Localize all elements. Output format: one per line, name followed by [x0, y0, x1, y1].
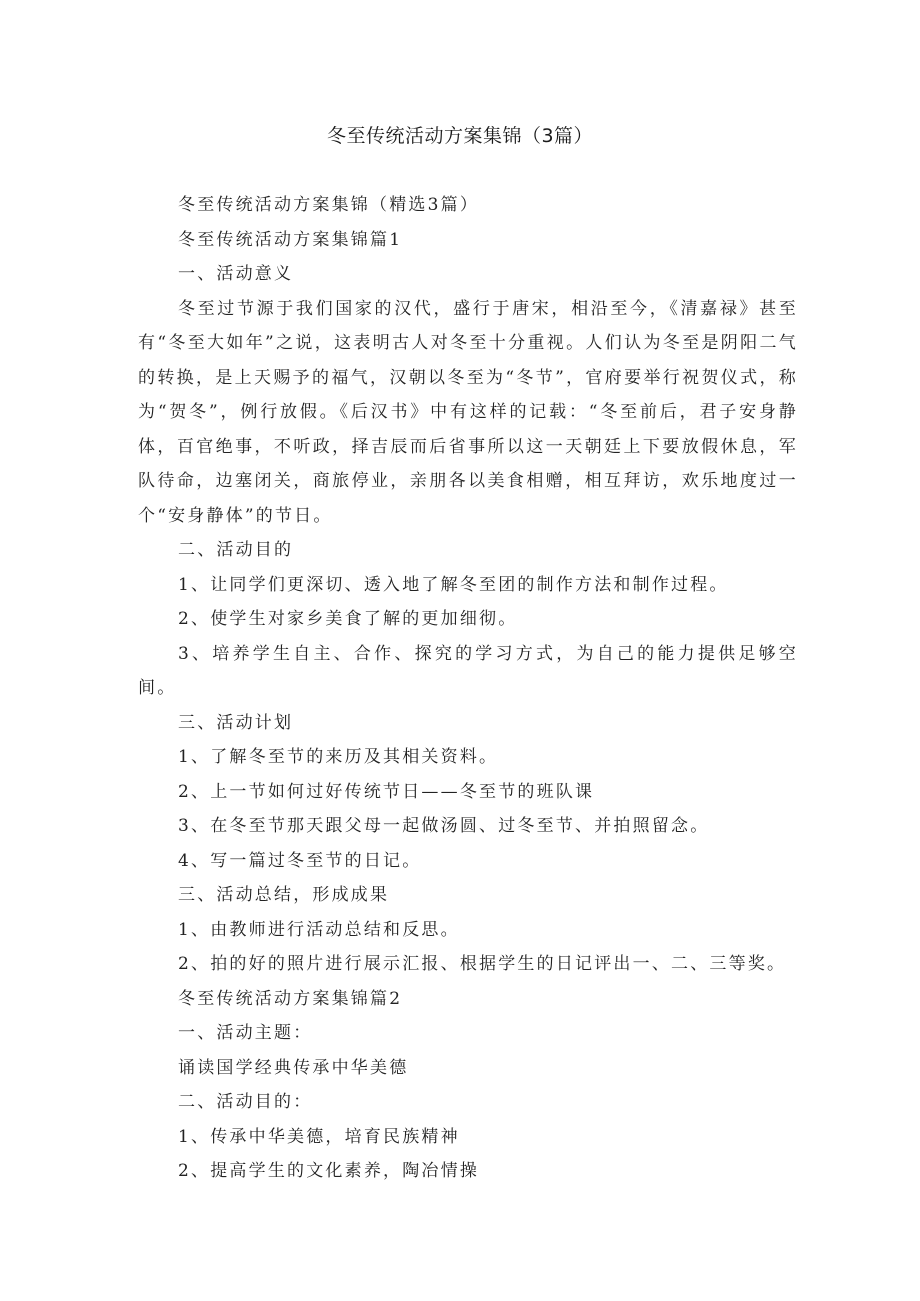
paragraph-heading: 三、活动计划 — [178, 712, 294, 733]
document-title: 冬至传统活动方案集锦（3篇） — [326, 125, 594, 147]
paragraph-list-item: 1、由教师进行活动总结和反思。 — [178, 919, 460, 940]
paragraph-subtitle: 冬至传统活动方案集锦（精选3篇） — [178, 195, 480, 215]
document-body — [138, 188, 798, 1189]
paragraph-list-item: 4、写一篇过冬至节的日记。 — [178, 850, 422, 871]
paragraph-section-heading: 冬至传统活动方案集锦篇1 — [178, 229, 403, 250]
paragraph-heading: 一、活动主题： — [178, 1023, 313, 1043]
paragraph-body: 诵读国学经典传承中华美德 — [178, 1057, 409, 1078]
paragraph-list-item: 2、上一节如何过好传统节日——冬至节的班队课 — [178, 781, 595, 802]
paragraph-heading: 三、活动总结，形成成果 — [178, 885, 390, 905]
paragraph-list-item: 3、培养学生自主、合作、探究的学习方式，为自己的能力提供足够空间。 — [138, 643, 798, 698]
paragraph-body: 冬至过节源于我们国家的汉代，盛行于唐宋，相沿至今，《清嘉禄》甚至有“冬至大如年”之说，这表明古人对冬至十分重视。人们认为冬至是阴阳二气的转换，是上天赐予的福气，汉朝以冬至为“冬节”，官府要举行祝贺仪式，称为“贺冬”，例行放假。《后汉书》中有这样的记载：“冬至前后，君子安身静体，百官绝事，不听政，择吉辰而后省事所以这一天朝廷上下要放假休息，军队待命，边塞闭关，商旅停业，亲朋各以美食相赠，相互拜访，欢乐地度过一个“安身静体”的节日。 — [138, 298, 798, 526]
paragraph-list-item: 1、传承中华美德，培育民族精神 — [178, 1126, 460, 1147]
paragraph-section-heading: 冬至传统活动方案集锦篇2 — [178, 988, 403, 1009]
paragraph-list-item: 2、使学生对家乡美食了解的更加细彻。 — [178, 609, 518, 629]
paragraph-list-item: 3、在冬至节那天跟父母一起做汤圆、过冬至节、并拍照留念。 — [178, 816, 710, 836]
paragraph-list-item: 2、提高学生的文化素养，陶冶情操 — [178, 1161, 480, 1181]
paragraph-heading: 二、活动目的 — [178, 540, 294, 560]
paragraph-heading: 二、活动目的： — [178, 1092, 313, 1112]
paragraph-list-item: 1、让同学们更深切、透入地了解冬至团的制作方法和制作过程。 — [178, 574, 729, 595]
paragraph-heading: 一、活动意义 — [178, 264, 294, 284]
paragraph-list-item: 2、拍的好的照片进行展示汇报、根据学生的日记评出一、二、三等奖。 — [178, 954, 787, 974]
paragraph-list-item: 1、了解冬至节的来历及其相关资料。 — [178, 747, 499, 767]
